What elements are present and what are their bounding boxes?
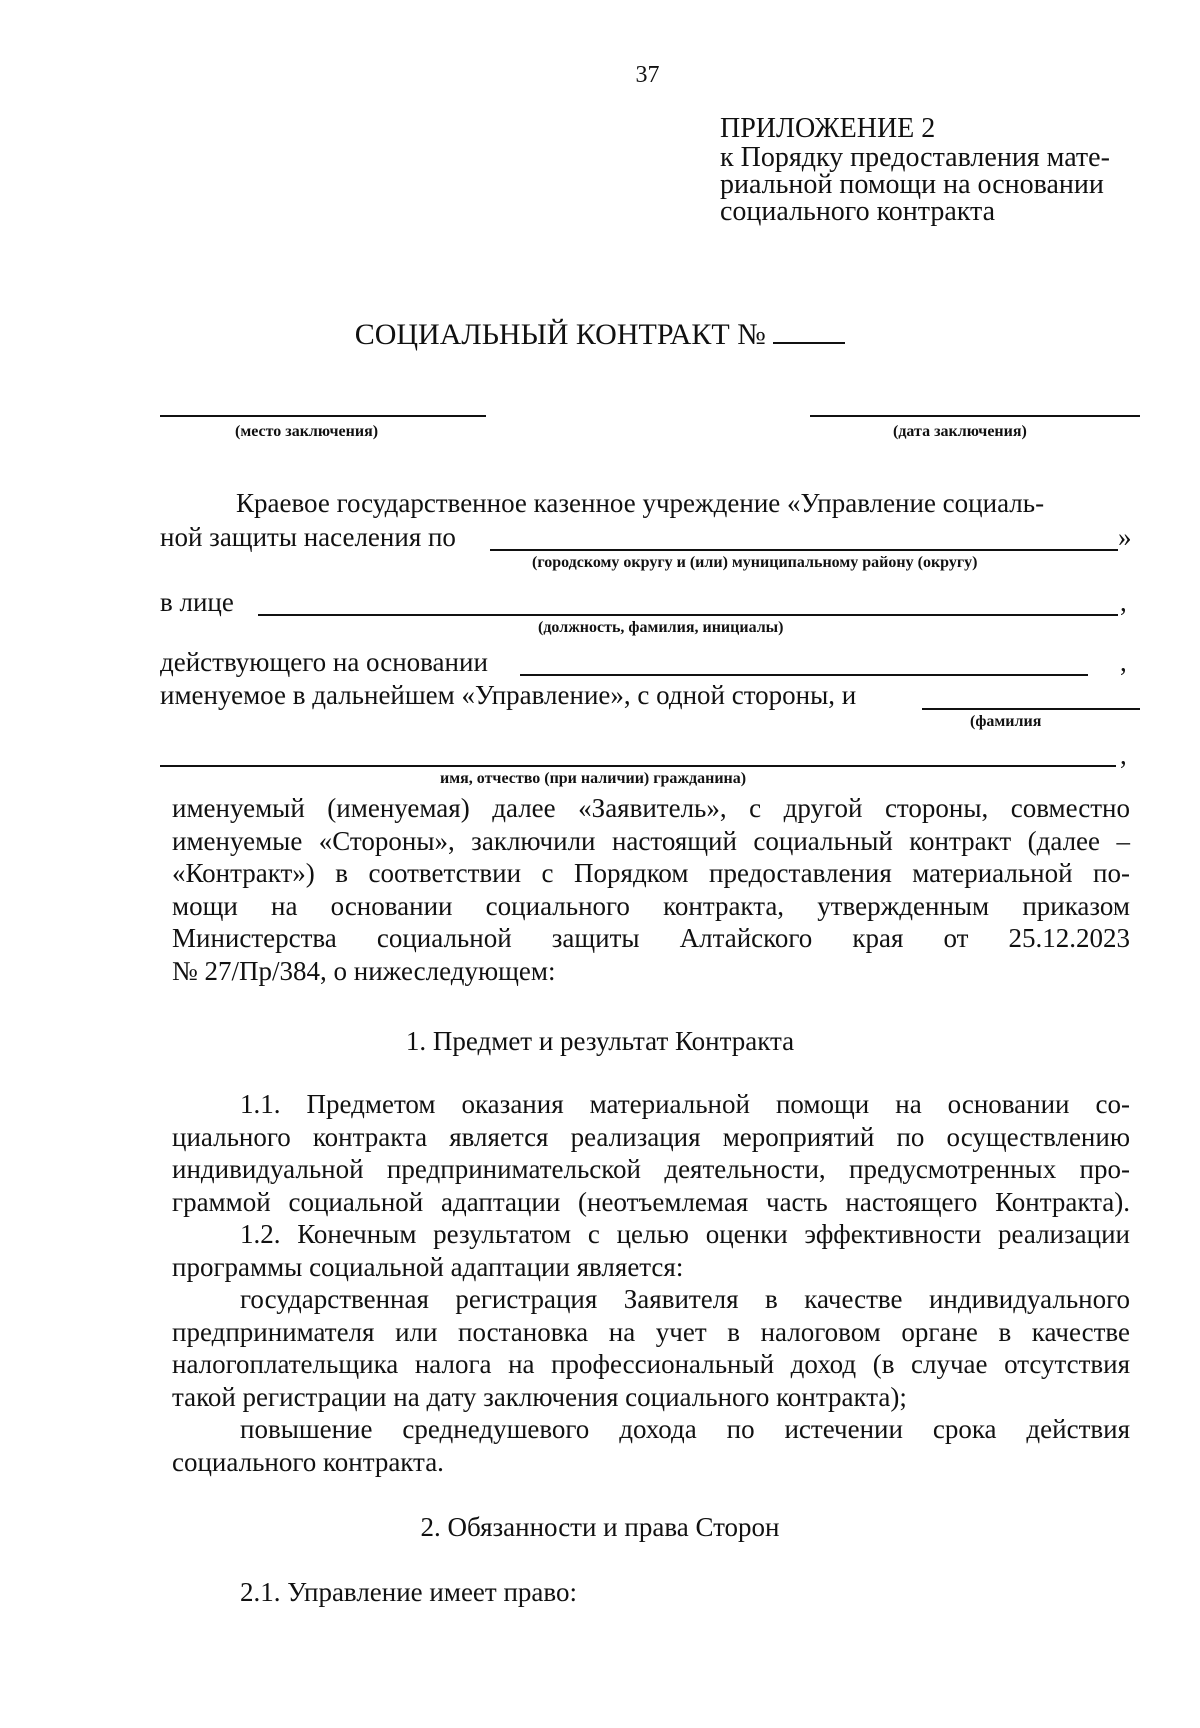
contract-number-blank (773, 342, 845, 344)
paragraph-1 (172, 792, 1130, 987)
paragraph-line: 1.2. Конечным результатом с целью оценки эффективности реализации (240, 1219, 1130, 1249)
section-1-heading: 1. Предмет и результат Контракта (405, 1026, 795, 1056)
paragraph-1-1 (172, 1088, 1130, 1218)
paragraph-line: именуемый (именуемая) далее «Заявитель», с другой стороны, совместно (172, 793, 1130, 823)
surname-hint: (фамилия (970, 713, 1042, 730)
contract-title-text: СОЦИАЛЬНЫЙ КОНТРАКТ № (354, 318, 766, 351)
name-hint: имя, отчество (при наличии) гражданина) (440, 770, 747, 787)
paragraph-line: программы социальной адаптации является: (172, 1251, 684, 1282)
appendix-line: социального контракта (720, 196, 995, 227)
appendix-line: риальной помощи на основании (720, 169, 1104, 200)
paragraph-1-2-b (172, 1413, 1130, 1478)
appendix-title: ПРИЛОЖЕНИЕ 2 (720, 113, 936, 144)
paragraph-line: граммой социальной адаптации (неотъемлемая часть настоящего Контракта). (172, 1186, 1130, 1217)
date-label: (дата заключения) (893, 423, 1027, 440)
paragraph-2-1: 2.1. Управление имеет право: (240, 1577, 577, 1607)
paragraph-line: индивидуальной предпринимательской деятельности, предусмотренных про- (172, 1154, 1130, 1184)
paragraph-line: № 27/Пр/384, о нижеследующем: (172, 955, 556, 986)
in-person-end: , (1120, 587, 1127, 617)
intro-line1: Краевое государственное казенное учреждение «Управление социаль- (236, 488, 1045, 518)
surname-blank (922, 708, 1140, 710)
page-number: 37 (635, 62, 660, 88)
name-end: , (1120, 740, 1127, 770)
named-management: именуемое в дальнейшем «Управление», с одной стороны, и (160, 680, 857, 710)
paragraph-line: циального контракта является реализация мероприятий по осуществлению (172, 1121, 1130, 1152)
acting-basis-label: действующего на основании (160, 647, 488, 677)
district-blank (490, 549, 1118, 551)
paragraph-line: именуемые «Стороны», заключили настоящий социальный контракт (далее – (172, 825, 1130, 856)
paragraph-1-2 (172, 1218, 1130, 1283)
intro-line2-end: » (1118, 522, 1132, 552)
paragraph-line: «Контракт») в соответствии с Порядком предоставления материальной по- (172, 858, 1130, 888)
district-hint: (городскому округу и (или) муниципальному району (округу) (532, 554, 978, 571)
position-hint: (должность, фамилия, инициалы) (538, 619, 784, 636)
appendix-line: к Порядку предоставления мате- (720, 142, 1110, 173)
paragraph-line: предпринимателя или постановка на учет в налоговом органе в качестве (172, 1316, 1130, 1347)
place-label: (место заключения) (235, 423, 379, 440)
appendix-block (720, 115, 1110, 225)
paragraph-line: повышение среднедушевого дохода по истечении срока действия (240, 1414, 1130, 1444)
contract-title (0, 318, 1200, 352)
full-name-blank (160, 765, 1116, 767)
paragraph-line: социального контракта. (172, 1446, 444, 1477)
section-2-heading: 2. Обязанности и права Сторон (420, 1512, 780, 1542)
acting-end: , (1120, 647, 1127, 677)
paragraph-line: Министерства социальной защиты Алтайского края от 25.12.2023 (172, 923, 1130, 953)
paragraph-line: 1.1. Предметом оказания материальной помощи на основании со- (240, 1089, 1130, 1119)
intro-line2: ной защиты населения по (160, 522, 456, 552)
paragraph-1-2-a (172, 1283, 1130, 1413)
paragraph-line: государственная регистрация Заявителя в качестве индивидуального (240, 1284, 1130, 1314)
date-blank (810, 415, 1140, 417)
place-blank (160, 415, 486, 417)
paragraph-line: такой регистрации на дату заключения социального контракта); (172, 1381, 907, 1412)
paragraph-line: мощи на основании социального контракта, утвержденным приказом (172, 890, 1130, 921)
position-blank (258, 614, 1118, 616)
paragraph-line: налогоплательщика налога на профессиональный доход (в случае отсутствия (172, 1349, 1130, 1379)
acting-basis-blank (520, 674, 1088, 676)
in-person-label: в лице (160, 587, 234, 617)
